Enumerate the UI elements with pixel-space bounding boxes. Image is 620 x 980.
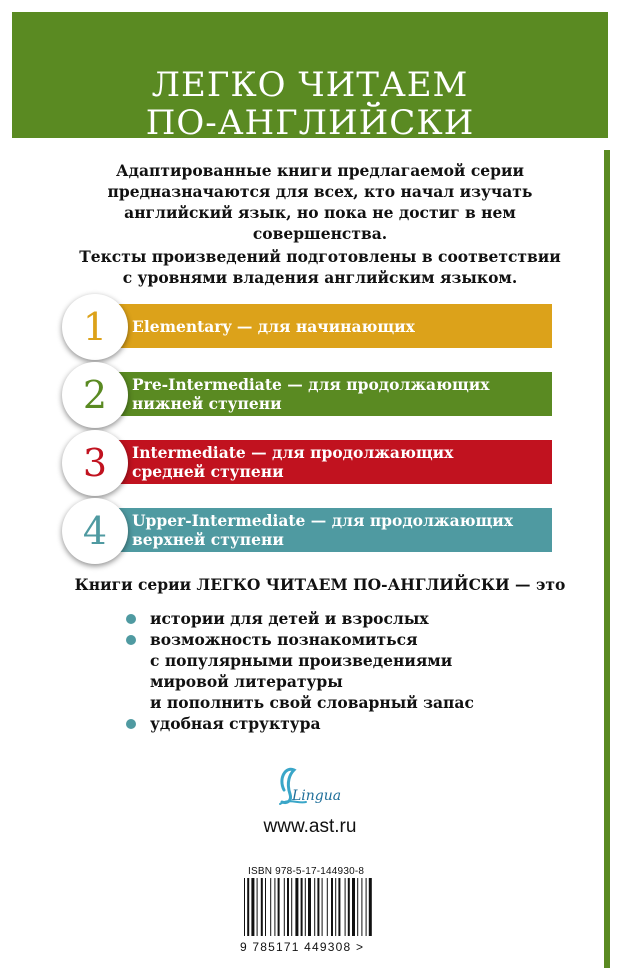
- level-label: верхней ступени: [132, 530, 284, 549]
- barcode-bar: [369, 878, 372, 936]
- series-title-banner: [12, 66, 608, 142]
- barcode-bar: [265, 878, 266, 936]
- series-description-title: Книги серии ЛЕГКО ЧИТАЕМ ПО-АНГЛИЙСКИ — это: [74, 575, 566, 594]
- barcode-bar: [291, 878, 292, 936]
- level-label: Elementary — для начинающих: [132, 316, 415, 336]
- list-item-text: удобная структура: [150, 714, 321, 733]
- side-rule: [604, 150, 610, 968]
- intro-paragraph-2: [50, 246, 590, 288]
- banner-line-2: ПО-АНГЛИЙСКИ: [145, 103, 475, 143]
- barcode-bar: [284, 878, 285, 936]
- bullet-icon: [126, 614, 136, 624]
- barcode-bar: [327, 878, 328, 936]
- level-label: средней ступени: [132, 462, 284, 481]
- list-item: [118, 629, 474, 713]
- level-2-text: [132, 372, 546, 416]
- level-label: Pre-Intermediate — для продолжающих: [132, 375, 490, 394]
- level-1-band: [112, 304, 552, 348]
- level-1-badge: 1: [62, 294, 128, 360]
- barcode-bar: [352, 878, 355, 936]
- level-label: Intermediate — для продолжающих: [132, 443, 454, 462]
- logo-text: Lingua: [292, 788, 342, 804]
- level-4-band: [112, 508, 552, 552]
- barcode-bar: [278, 878, 280, 936]
- barcode-bar: [257, 878, 258, 936]
- level-3-badge: 3: [62, 430, 128, 496]
- level-3-band: [112, 440, 552, 484]
- barcode-bar: [345, 878, 346, 936]
- list-item: [118, 608, 474, 629]
- barcode: [240, 878, 428, 938]
- barcode-bar: [261, 878, 263, 936]
- barcode-bar: [348, 878, 350, 936]
- bullet-icon: [126, 719, 136, 729]
- barcode-number: 9 785171 449308 >: [240, 940, 365, 954]
- level-4-text: [132, 508, 546, 552]
- barcode-bar: [308, 878, 311, 936]
- bullet-icon: [126, 635, 136, 645]
- intro-line: Адаптированные книги предлагаемой серии: [116, 161, 524, 180]
- level-2-band: [112, 372, 552, 416]
- barcode-bar: [270, 878, 271, 936]
- intro-paragraph-1: [50, 160, 590, 244]
- list-item-text: возможность познакомиться: [150, 630, 418, 649]
- barcode-bar: [331, 878, 333, 936]
- website-link[interactable]: www.ast.ru: [263, 816, 357, 837]
- level-1-text: [132, 304, 546, 348]
- barcode-bar: [274, 878, 275, 936]
- barcode-bar: [322, 878, 323, 936]
- isbn-number: ISBN 978-5-17-144930-8: [248, 866, 365, 877]
- intro-line: английский язык, но пока не достиг в нем: [124, 203, 516, 222]
- barcode-bar: [247, 878, 249, 936]
- level-4-badge: 4: [62, 498, 128, 564]
- list-item-text: с популярными произведениями: [150, 651, 453, 670]
- barcode-bar: [335, 878, 336, 936]
- barcode-bar: [317, 878, 319, 936]
- barcode-bar: [301, 878, 303, 936]
- level-label: нижней ступени: [132, 394, 282, 413]
- level-2-badge: 2: [62, 362, 128, 428]
- list-item: [118, 713, 474, 734]
- lingua-logo: [272, 760, 352, 810]
- barcode-bar: [338, 878, 340, 936]
- barcode-bar: [366, 878, 367, 936]
- banner-line-1: ЛЕГКО ЧИТАЕМ: [151, 65, 469, 105]
- intro-line: предназначаются для всех, кто начал изучать: [107, 182, 533, 201]
- barcode-bar: [305, 878, 306, 936]
- list-item-text: мировой литературы: [150, 672, 343, 691]
- barcode-bar: [244, 878, 245, 936]
- intro-line: совершенства.: [252, 224, 388, 243]
- barcode-bar: [361, 878, 362, 936]
- level-3-text: [132, 440, 546, 484]
- level-label: Upper-Intermediate — для продолжающих: [132, 511, 514, 530]
- barcode-bar: [295, 878, 298, 936]
- barcode-bar: [251, 878, 254, 936]
- barcode-bar: [357, 878, 358, 936]
- intro-line: Тексты произведений подготовлены в соответствии: [79, 247, 561, 266]
- list-item-text: и пополнить свой словарный запас: [150, 693, 474, 712]
- barcode-bar: [287, 878, 289, 936]
- list-item-text: истории для детей и взрослых: [150, 609, 429, 628]
- feature-list: [118, 608, 474, 734]
- header-banner: [12, 12, 608, 143]
- barcode-bar: [314, 878, 315, 936]
- intro-line: с уровнями владения английским языком.: [122, 268, 518, 287]
